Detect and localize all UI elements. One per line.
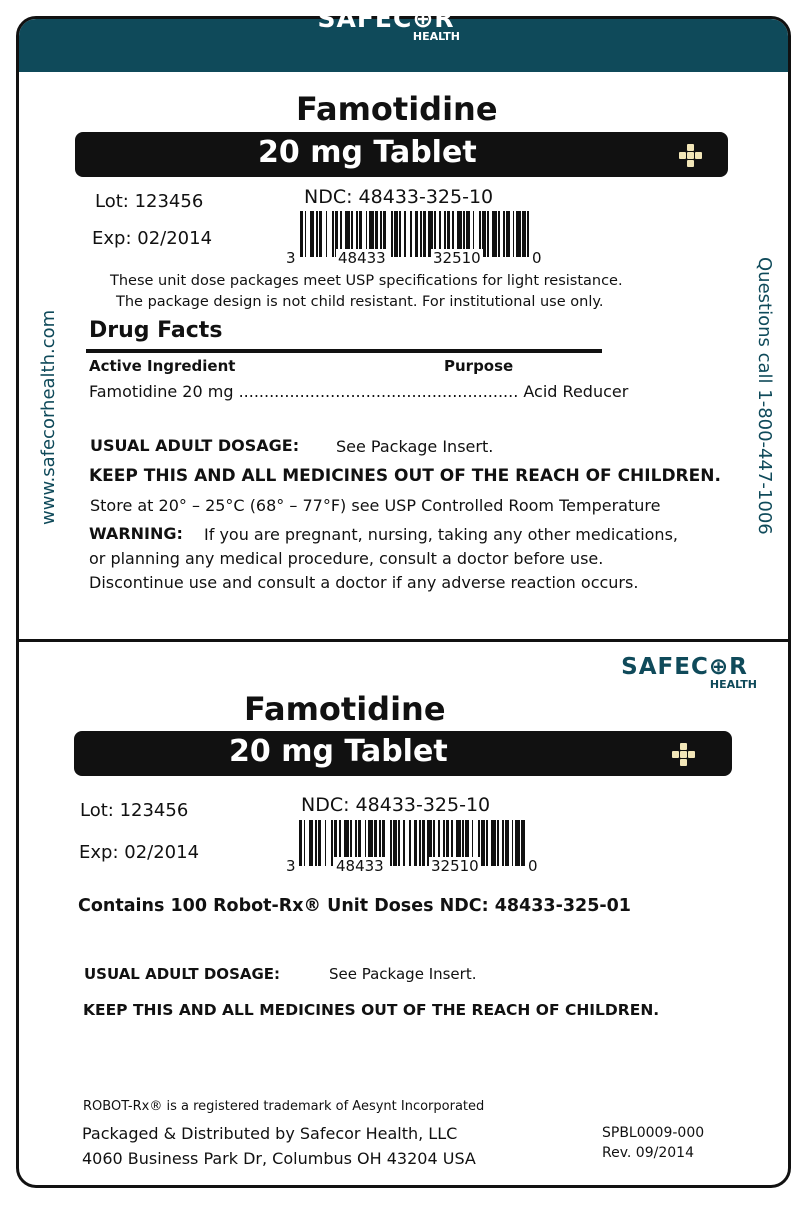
questions-phone-vertical: Questions call 1-800-447-1006 <box>754 257 775 535</box>
purpose-header: Purpose <box>444 357 514 375</box>
brand-logo-bottom <box>612 656 757 690</box>
barcode-bar <box>505 820 508 866</box>
expiry-date: Exp: 02/2014 <box>79 842 200 863</box>
barcode-digit: 3 <box>286 857 296 875</box>
barcode-bar <box>398 820 400 866</box>
barcode-bar <box>492 211 497 257</box>
barcode-bar <box>521 820 524 866</box>
brand-sub: HEALTH <box>709 678 757 691</box>
strength-label: 20 mg Tablet <box>258 135 477 170</box>
cross-icon <box>672 743 694 765</box>
product-code: SPBL0009-000 <box>602 1125 705 1141</box>
barcode-bar <box>309 820 314 866</box>
brand-name: SAFEC⊕R <box>317 4 455 33</box>
ndc-code: NDC: 48433-325-10 <box>304 186 494 208</box>
dosage-value: See Package Insert. <box>329 965 477 983</box>
barcode-bar <box>399 211 401 257</box>
revision-date: Rev. 09/2014 <box>602 1145 694 1161</box>
barcode-bar <box>300 211 303 257</box>
barcode-bar <box>310 211 315 257</box>
warning-line3: Discontinue use and consult a doctor if any adverse reaction occurs. <box>89 573 639 592</box>
barcode-bar <box>419 820 421 866</box>
barcode-bar <box>318 820 321 866</box>
strength-band <box>74 731 732 776</box>
drug-title: Famotidine <box>296 90 498 128</box>
barcode-bar <box>332 211 334 257</box>
drug-facts-heading: Drug Facts <box>89 318 223 343</box>
barcode-bar <box>491 820 496 866</box>
barcode-bar <box>487 211 489 257</box>
barcode-bar <box>516 211 521 257</box>
ingredient-row: Famotidine 20 mg ....................................................... Acid Reducer <box>89 382 629 401</box>
storage-text: Store at 20° – 25°C (68° – 77°F) see USP Controlled Room Temperature <box>90 496 661 515</box>
barcode-bar <box>390 820 392 866</box>
lot-number: Lot: 123456 <box>80 800 189 821</box>
barcode-bar <box>316 211 318 257</box>
barcode-digit: 0 <box>532 249 542 267</box>
barcode-digit: 48433 <box>336 857 384 875</box>
barcode-bar <box>299 820 302 866</box>
barcode-bar <box>415 211 418 257</box>
barcode-digit: 48433 <box>338 249 386 267</box>
barcode-bar <box>423 211 426 257</box>
barcode-digit: 3 <box>286 249 296 267</box>
warning-line2: or planning any medical procedure, consult a doctor before use. <box>89 549 604 568</box>
barcode-bar <box>315 820 317 866</box>
strength-label: 20 mg Tablet <box>229 734 448 769</box>
dosage-value: See Package Insert. <box>336 437 494 456</box>
brand-logo-top <box>306 6 466 42</box>
usp-notice-line1: These unit dose packages meet USP specifications for light resistance. <box>110 273 623 289</box>
usp-notice-line2: The package design is not child resistant. For institutional use only. <box>116 294 604 310</box>
active-ingredient-header: Active Ingredient <box>89 357 236 375</box>
barcode-bar <box>325 820 327 866</box>
barcode-digit: 32510 <box>433 249 481 267</box>
barcode-bar <box>486 820 488 866</box>
brand-name: SAFEC⊕R <box>621 654 748 680</box>
brand-sub: HEALTH <box>412 30 460 43</box>
barcode-bar <box>394 211 397 257</box>
barcode-bar <box>304 820 306 866</box>
trademark-notice: ROBOT-Rx® is a registered trademark of Aesynt Incorporated <box>83 1099 485 1114</box>
barcode-bar <box>404 211 406 257</box>
barcode-bar <box>422 820 425 866</box>
barcode-bar <box>482 211 485 257</box>
barcode-bar <box>502 820 504 866</box>
barcode-bar <box>409 820 411 866</box>
drug-facts-rule <box>86 349 602 353</box>
barcode-bar <box>331 820 333 866</box>
barcode-bar <box>512 820 514 866</box>
warning-label: WARNING: <box>89 524 183 543</box>
barcode-bar <box>414 820 417 866</box>
barcode-bar <box>410 211 412 257</box>
barcode <box>300 211 528 257</box>
dosage-label: USUAL ADULT DOSAGE: <box>90 436 300 455</box>
cross-icon <box>679 144 701 166</box>
keep-out-of-reach: KEEP THIS AND ALL MEDICINES OUT OF THE REACH OF CHILDREN. <box>89 466 721 486</box>
lot-number: Lot: 123456 <box>95 191 204 212</box>
barcode-bar <box>420 211 422 257</box>
barcode-bar <box>305 211 307 257</box>
barcode-bar <box>503 211 505 257</box>
barcode <box>299 820 525 866</box>
barcode-bar <box>497 820 499 866</box>
barcode-bar <box>515 820 520 866</box>
keep-out-of-reach: KEEP THIS AND ALL MEDICINES OUT OF THE REACH OF CHILDREN. <box>83 1001 660 1019</box>
barcode-bar <box>506 211 509 257</box>
address: 4060 Business Park Dr, Columbus OH 43204 USA <box>82 1149 476 1168</box>
barcode-digit: 0 <box>528 857 538 875</box>
packaged-by: Packaged & Distributed by Safecor Health, LLC <box>82 1124 458 1143</box>
warning-line1: If you are pregnant, nursing, taking any other medications, <box>204 525 678 544</box>
barcode-bar <box>513 211 515 257</box>
website-vertical: www.safecorhealth.com <box>38 309 59 525</box>
barcode-bar <box>498 211 500 257</box>
expiry-date: Exp: 02/2014 <box>92 228 213 249</box>
barcode-digit: 32510 <box>431 857 479 875</box>
barcode-bar <box>403 820 405 866</box>
ndc-code: NDC: 48433-325-10 <box>301 794 491 816</box>
barcode-bar <box>326 211 328 257</box>
contains-count: Contains 100 Robot-Rx® Unit Doses NDC: 48433-325-01 <box>78 896 631 916</box>
drug-title: Famotidine <box>244 690 446 728</box>
barcode-bar <box>481 820 484 866</box>
barcode-bar <box>522 211 525 257</box>
dosage-label: USUAL ADULT DOSAGE: <box>84 965 281 983</box>
barcode-bar <box>319 211 322 257</box>
barcode-bar <box>393 820 396 866</box>
barcode-bar <box>391 211 393 257</box>
barcode-bar <box>527 211 529 257</box>
strength-band <box>75 132 728 177</box>
section-divider <box>19 639 788 642</box>
